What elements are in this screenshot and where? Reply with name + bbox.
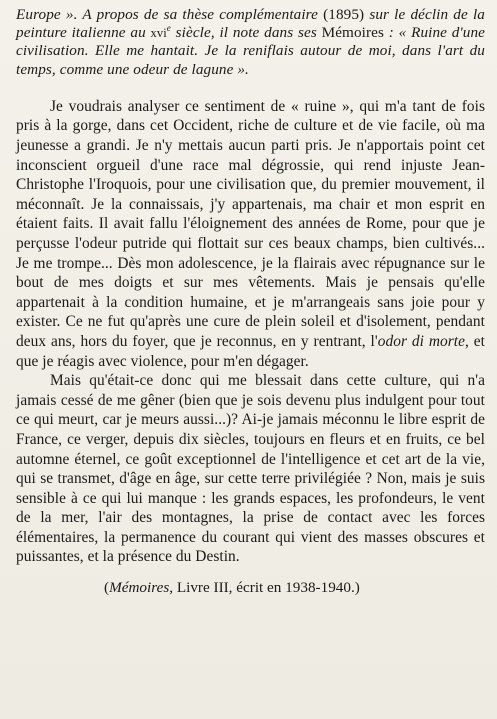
- intro-text-4: : « Ruine d'une civilisation. Elle me hantait. Je la reniflais autour de moi, dans l'art du temps, comme une odeur de lagune ».: [16, 24, 486, 78]
- intro-century: xvi: [150, 26, 167, 41]
- intro-paragraph: [16, 6, 485, 79]
- quote-paragraph-2: [16, 371, 485, 567]
- citation-rest: , Livre III, écrit en 1938-1940.): [169, 579, 360, 597]
- citation-open: (: [104, 579, 110, 597]
- intro-year: (1895): [323, 6, 365, 23]
- citation-work: Mémoires: [109, 579, 170, 597]
- source-citation: [16, 578, 485, 597]
- quote-paragraph-2-text: Mais qu'était-ce donc qui me blessait dans cette culture, qui n'a jamais cessé de me gêner (bien que je sois devenu plus indulgent pour tout ce qui meurt, car je meurs aussi...)? Ai-je jamais méconnu le libre esprit de France, ce verger, depuis dix siècles, toujours en fleurs et en fruits, ce bel automne éternel, ce goût exceptionnel de l'intelligence et cet art de la vie, qui se transmet, d'âge en âge, sur cette terre privilégiée ? Non, mais je suis sensible à ce qui lui manque : les grands espaces, les profondeurs, le vent de la mer, l'air des montagnes, la prise de contact avec les forces élémentaires, la permanence du courant qui vient des masses obscures et puissantes, et la présence du Destin.: [16, 372, 485, 566]
- intro-memoires: Mémoires: [321, 24, 384, 42]
- intro-text-3: siècle, il note dans ses: [170, 24, 322, 42]
- quote-paragraph-1-text: Je voudrais analyser ce sentiment de « ruine », qui m'a tant de fois pris à la gorge, dans cet Occident, riche de culture et de vie facile, où ma jeunesse a grandi. Je n'y mettais aucun parti pris. Je n'apportais point cet inconscient orgueil d'une race mal dégrossie, qui rend injuste Jean-Christophe l'Iroquois, pour une civilisation que, du premier mouvement, il méconnaît. Je la connaissais, j'y appartenais, ma chair et mon esprit en étaient faits. Il avait fallu l'éloignement des années de Rome, pour que je perçusse l'odeur putride qui flottait sur ces beaux champs, bien cultivés... Je me trompe... Dès mon adolescence, je la flairais avec répugnance sur le bout de mes doigts et sur mes vêtements. Mais je pensais qu'elle appartenait à la condition humaine, et je m'arrangeais sans joie pour y exister. Ce ne fut qu'après une cure de plein soleil et d'isolement, pendant deux ans, hors du foyer, que je reconnus, en y rentrant, l': [16, 97, 485, 350]
- intro-text-2: sur le déclin de la peinture italienne au: [16, 6, 485, 42]
- intro-text-1: Europe ». A propos de sa thèse complémentaire: [16, 6, 324, 23]
- quote-paragraph-1-text-end: , et que je réagis avec violence, pour m'en dégager.: [16, 332, 485, 370]
- quote-paragraph-1: [16, 97, 485, 371]
- quote-paragraph-1-italic: odor di morte: [377, 332, 465, 350]
- intro-century-sup: e: [166, 23, 171, 34]
